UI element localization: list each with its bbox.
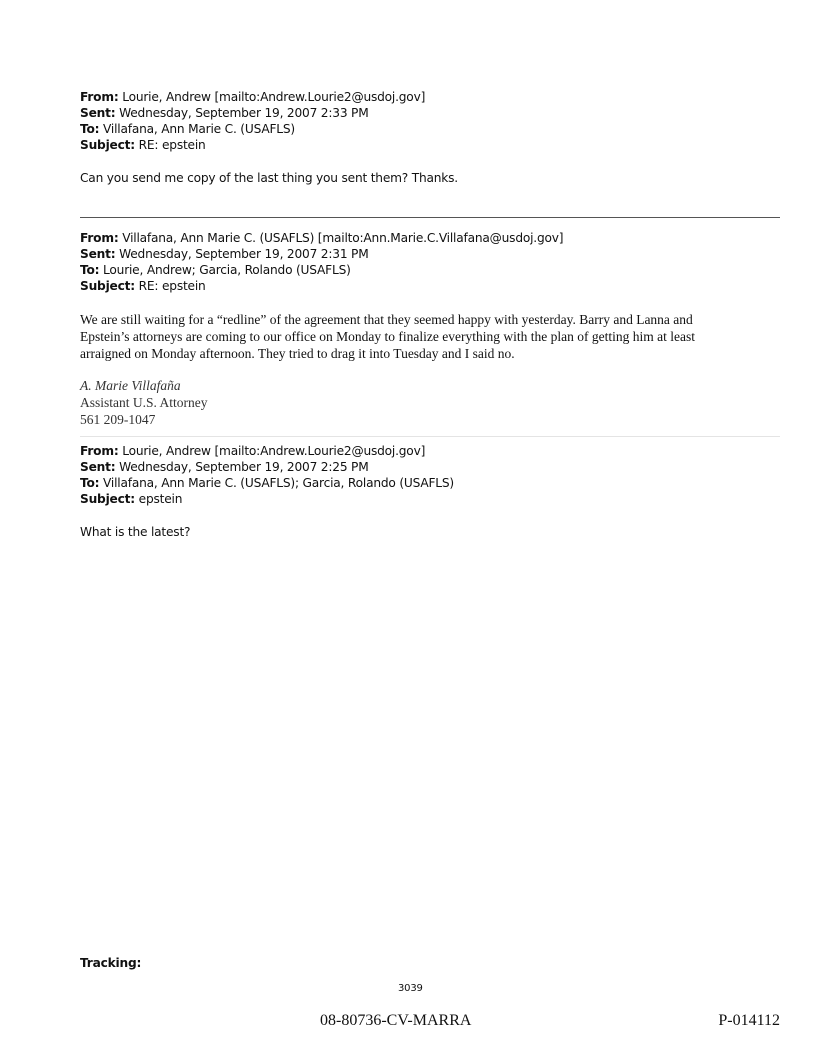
from-value: Lourie, Andrew [mailto:Andrew.Lourie2@usdoj.gov] xyxy=(122,90,426,104)
subject-label: Subject: xyxy=(80,492,135,506)
sent-label: Sent: xyxy=(80,460,116,474)
email-header-2 xyxy=(80,230,563,294)
signature-title: Assistant U.S. Attorney xyxy=(80,395,208,410)
page-number: 3039 xyxy=(398,983,423,994)
sent-value: Wednesday, September 19, 2007 2:31 PM xyxy=(119,247,369,261)
tracking-label: Tracking: xyxy=(80,956,142,970)
from-label: From: xyxy=(80,444,119,458)
divider xyxy=(80,217,780,218)
to-label: To: xyxy=(80,476,100,490)
signature-name: A. Marie Villafaña xyxy=(80,378,181,393)
body-line: We are still waiting for a “redline” of the agreement that they seemed happy with yesterday. Barry and Lanna and xyxy=(80,312,693,327)
email-body-3: What is the latest? xyxy=(80,525,191,539)
to-label: To: xyxy=(80,122,100,136)
signature-phone: 561 209-1047 xyxy=(80,412,156,427)
sent-value: Wednesday, September 19, 2007 2:25 PM xyxy=(119,460,369,474)
subject-label: Subject: xyxy=(80,279,135,293)
email-header-3 xyxy=(80,443,454,507)
email-body-1: Can you send me copy of the last thing you sent them? Thanks. xyxy=(80,171,458,185)
sent-value: Wednesday, September 19, 2007 2:33 PM xyxy=(119,106,369,120)
body-line: arraigned on Monday afternoon. They tried to drag it into Tuesday and I said no. xyxy=(80,346,515,361)
signature xyxy=(80,377,208,428)
email-body-2 xyxy=(80,311,695,362)
to-value: Villafana, Ann Marie C. (USAFLS); Garcia, Rolando (USAFLS) xyxy=(103,476,454,490)
to-value: Villafana, Ann Marie C. (USAFLS) xyxy=(103,122,295,136)
from-value: Villafana, Ann Marie C. (USAFLS) [mailto:Ann.Marie.C.Villafana@usdoj.gov] xyxy=(122,231,564,245)
from-value: Lourie, Andrew [mailto:Andrew.Lourie2@usdoj.gov] xyxy=(122,444,426,458)
body-line: Epstein’s attorneys are coming to our office on Monday to finalize everything with the plan of getting him at least xyxy=(80,329,695,344)
subject-value: RE: epstein xyxy=(138,138,206,152)
case-number: 08-80736-CV-MARRA xyxy=(320,1012,472,1029)
sent-label: Sent: xyxy=(80,106,116,120)
subject-value: RE: epstein xyxy=(138,279,206,293)
to-label: To: xyxy=(80,263,100,277)
bates-number: P-014112 xyxy=(718,1012,780,1029)
from-label: From: xyxy=(80,231,119,245)
subject-label: Subject: xyxy=(80,138,135,152)
subject-value: epstein xyxy=(138,492,183,506)
divider-faint xyxy=(80,436,780,437)
from-label: From: xyxy=(80,90,119,104)
to-value: Lourie, Andrew; Garcia, Rolando (USAFLS) xyxy=(103,263,351,277)
sent-label: Sent: xyxy=(80,247,116,261)
email-header-1 xyxy=(80,89,425,153)
